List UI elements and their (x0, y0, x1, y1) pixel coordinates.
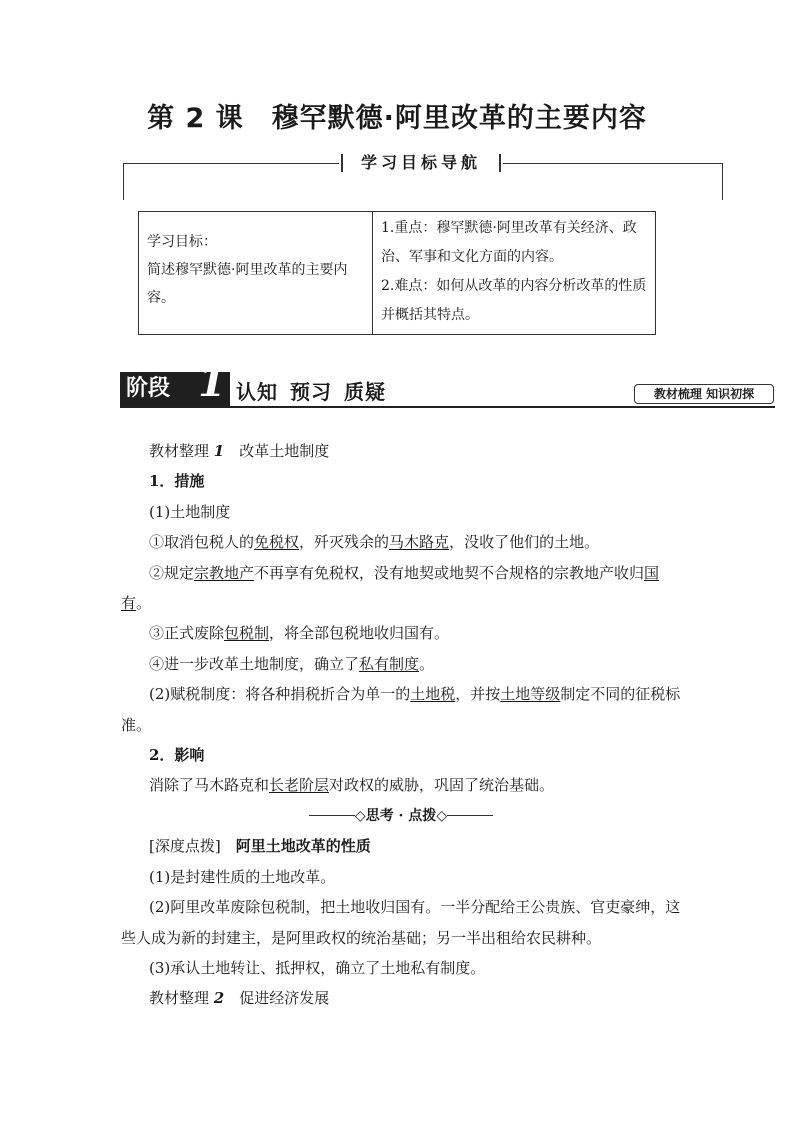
paragraph: ①取消包税人的免税权，歼灭残余的马木路克，没收了他们的土地。 (149, 533, 600, 552)
paragraph: 消除了马木路克和长老阶层对政权的威胁，巩固了统治基础。 (149, 776, 555, 795)
stage-divider (120, 406, 775, 408)
paragraph: ②规定宗教地产不再享有免税权，没有地契或地契不合规格的宗教地产收归国有。 (121, 563, 660, 613)
main-content (121, 436, 681, 1014)
stage-tag: 教材梳理 知识初探 (634, 384, 774, 404)
subheading: 2．影响 (149, 746, 205, 765)
goals-difficulty: 2.难点：如何从改革的内容分析改革的性质并概括其特点。 (381, 278, 647, 323)
lesson-name: 穆罕默德·阿里改革的主要内容 (271, 103, 647, 134)
stage-title-part: 预习 (290, 380, 332, 404)
page-title (0, 96, 794, 135)
paragraph: ③正式废除包税制，将全部包税地收归国有。 (149, 624, 450, 643)
paragraph: (3)承认土地转让、抵押权，确立了土地私有制度。 (149, 958, 486, 977)
stage-banner (120, 359, 780, 408)
stage-number: 1 (198, 359, 226, 406)
goals-left-cell (139, 212, 373, 334)
subheading: 1．措施 (149, 472, 205, 491)
goals-text: 简述穆罕默德·阿里改革的主要内容。 (147, 262, 348, 306)
stage-badge (120, 359, 230, 406)
deep-heading: [深度点拨] 阿里土地改革的性质 (149, 837, 371, 856)
stage-badge-label: 阶段 (126, 376, 171, 401)
stage-title-part: 质疑 (344, 380, 386, 404)
paragraph: (2)阿里改革废除包税制，把土地收归国有。一半分配给王公贵族、官吏豪绅，这些人成为新的封建主，是阿里政权的统治基础；另一半出租给农民耕种。 (121, 898, 681, 947)
stage-title-part: 认知 (236, 380, 278, 404)
section-heading: 教材整理 2 促进经济发展 (149, 989, 330, 1008)
lesson-number: 第 2 课 (147, 103, 244, 134)
paragraph: (1)是封建性质的土地改革。 (149, 867, 336, 886)
stage-title (236, 376, 398, 405)
nav-label: 学习目标导航 (339, 150, 503, 176)
paragraph: ④进一步改革土地制度，确立了私有制度。 (149, 654, 435, 673)
paragraph: (1)土地制度 (149, 502, 231, 521)
goals-right-cell (373, 212, 655, 334)
goals-table (138, 211, 656, 335)
section-heading: 教材整理 1 改革土地制度 (149, 442, 330, 460)
think-divider: ◇思考 · 点拨◇ (121, 801, 681, 831)
goals-heading: 学习目标： (147, 234, 217, 250)
paragraph: (2)赋税制度：将各种捐税折合为单一的土地税，并按土地等级制定不同的征税标准。 (121, 685, 681, 734)
goals-key-point: 1.重点：穆罕默德·阿里改革有关经济、政治、军事和文化方面的内容。 (381, 220, 637, 265)
